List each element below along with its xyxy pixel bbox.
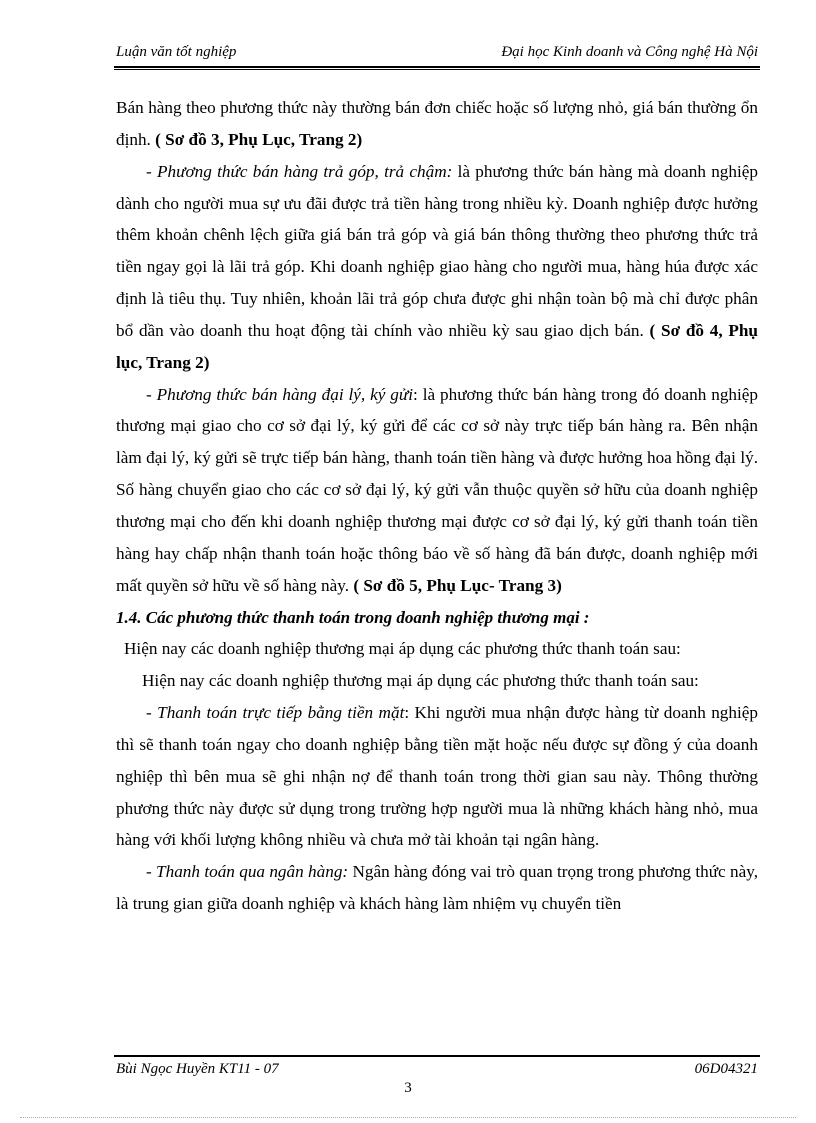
header-rule bbox=[114, 66, 760, 68]
method-term: - Thanh toán trực tiếp bằng tiền mặt bbox=[146, 703, 405, 723]
paragraph-intro-repeat: Hiện nay các doanh nghiệp thương mại áp dụng các phương thức thanh toán sau: bbox=[142, 671, 699, 691]
footer-rule bbox=[114, 1055, 760, 1057]
document-body bbox=[116, 92, 758, 920]
method-term: - Phương thức bán hàng đại lý, ký gửi bbox=[146, 384, 414, 404]
footer-student-id: 06D04321 bbox=[694, 1061, 758, 1077]
paragraph-text: là phương thức bán hàng mà doanh nghiệp dành cho người mua sự ưu đãi được trả tiền hàng trong nhiều kỳ. Doanh nghiệp được hưởng thêm khoản chênh lệch giữa giá bán trả góp và giá bán thông thường theo phương thức trả tiền ngay gọi là lãi trả góp. Khi doanh nghiệp giao hàng cho người mua, hàng húa được xác định là tiêu thụ. Tuy nhiên, khoản lãi trả góp chưa được ghi nhận toàn bộ mà chỉ được phân bổ dần vào doanh thu hoạt động tài chính vào nhiều kỳ sau giao dịch bán. bbox=[116, 161, 758, 340]
section-heading: 1.4. Các phương thức thanh toán trong doanh nghiệp thương mại : bbox=[116, 607, 590, 627]
header-thesis-label: Luận văn tốt nghiệp bbox=[116, 44, 237, 60]
paragraph-installment bbox=[116, 156, 758, 379]
paragraph-intro: Hiện nay các doanh nghiệp thương mại áp dụng các phương thức thanh toán sau: bbox=[124, 639, 681, 659]
header-university: Đại học Kinh doanh và Công nghệ Hà Nội bbox=[501, 44, 758, 60]
footer-author: Bùi Ngọc Huyền KT11 - 07 bbox=[116, 1061, 279, 1077]
page-number: 3 bbox=[404, 1080, 412, 1096]
page-header bbox=[116, 42, 758, 66]
paragraph-agency bbox=[116, 379, 758, 602]
method-term: - Thanh toán qua ngân hàng: bbox=[146, 862, 349, 882]
paragraph-text: : là phương thức bán hàng trong đó doanh nghiệp thương mại giao cho cơ sở đại lý, ký gửi để các cơ sở này trực tiếp bán hàng ra. Bên nhận làm đại lý, ký gửi sẽ trực tiếp bán hàng, thanh toán tiền hàng và được hưởng hoa hồng đại lý. Số hàng chuyển giao cho các cơ sở đại lý, ký gửi vẫn thuộc quyền sở hữu của doanh nghiệp thương mại cho đến khi doanh nghiệp thương mại được cơ sở đại lý, ký gửi thanh toán tiền hàng hay chấp nhận thanh toán hoặc thông báo về số hàng đã bán được, doanh nghiệp mới mất quyền sở hữu về số hàng này. bbox=[116, 384, 759, 595]
diagram-reference: ( Sơ đồ 5, Phụ Lục- Trang 3) bbox=[353, 575, 562, 595]
paragraph-1 bbox=[116, 92, 758, 156]
paragraph-text: Ngân hàng đóng vai trò quan trọng trong phương thức này, là trung gian giữa doanh nghiệp và khách hàng làm nhiệm vụ chuyển tiền bbox=[116, 862, 759, 914]
header-rule-thin bbox=[114, 69, 760, 70]
paragraph-text: : Khi người mua nhận được hàng từ doanh nghiệp thì sẽ thanh toán ngay cho doanh nghiệp bằng tiền mặt hoặc nếu được sự đồng ý của doanh nghiệp thì bên mua sẽ ghi nhận nợ để thanh toán trong thời gian sau này. Thông thường phương thức này được sử dụng trong trường hợp người mua là những khách hàng nhỏ, mua hàng với khối lượng không nhiều và chưa mở tài khoản tại ngân hàng. bbox=[116, 703, 758, 850]
method-term: - Phương thức bán hàng trả góp, trả chậm: bbox=[146, 161, 453, 181]
paragraph-cash-payment bbox=[116, 697, 758, 856]
diagram-reference: ( Sơ đồ 4, Phụ lục, Trang 2) bbox=[116, 320, 758, 372]
diagram-reference: ( Sơ đồ 3, Phụ Lục, Trang 2) bbox=[155, 129, 363, 149]
paragraph-text: Bán hàng theo phương thức này thường bán đơn chiếc hoặc số lượng nhỏ, giá bán thường ổn định. bbox=[116, 98, 758, 149]
paragraph-bank-payment bbox=[116, 856, 758, 920]
page-boundary-line bbox=[20, 1117, 796, 1118]
